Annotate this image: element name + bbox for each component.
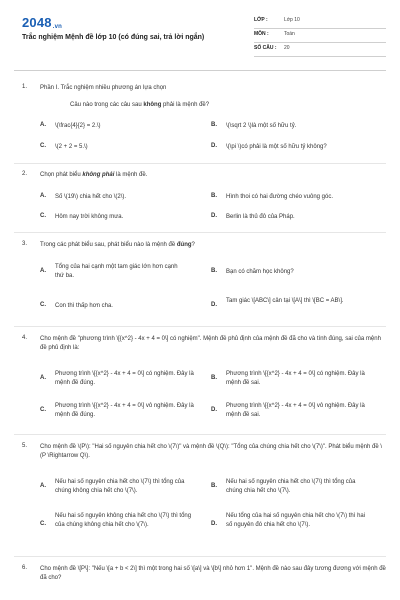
- header-divider: [14, 70, 386, 71]
- meta-row-subject: MÔN : Toán: [254, 30, 386, 43]
- question-divider: [14, 232, 386, 233]
- question-4-text: Cho mệnh đề "phương trình \[{x^2} - 4x + 4 = 0\] có nghiệm". Mệnh đề phủ định của mệnh đề đã cho và tính đúng, sai của mệnh đề phủ định là:: [40, 336, 381, 351]
- question-2-text: Chọn phát biểu không phải là mệnh đề.: [40, 172, 148, 178]
- question-6-text: Cho mệnh đề \[P\]: "Nếu \[a + b < 2\] thì một trong hai số \[a\] và \[b\] nhỏ hơn 1". Mệnh đề nào sau đây tương đương với mệnh đề đã cho?: [40, 566, 386, 581]
- meta-row-count: SỐ CÂU : 20: [254, 44, 386, 57]
- question-3-text: Trong các phát biểu sau, phát biểu nào là mệnh đề đúng?: [40, 242, 195, 248]
- meta-row-class: LỚP : Lớp 10: [254, 16, 386, 29]
- page-header: [0, 0, 400, 66]
- question-divider: [14, 556, 386, 557]
- site-logo[interactable]: 2048.vn: [22, 15, 63, 30]
- question-1-text: Phần I. Trắc nghiệm nhiều phương án lựa chọn: [40, 85, 167, 91]
- document-title: Trắc nghiệm Mệnh đề lớp 10 (có đúng sai, trả lời ngắn): [22, 34, 205, 41]
- question-divider: [14, 163, 386, 164]
- question-divider: [14, 326, 386, 327]
- question-divider: [14, 434, 386, 435]
- question-5-text: Cho mệnh đề \(P\): "Hai số nguyên chia hết cho \(7\)" và mệnh đề \(Q\): "Tổng của chúng chia hết cho \(7\)". Phát biểu mệnh đề \(P \Rightarrow Q\).: [40, 444, 383, 459]
- question-1-prompt: Câu nào trong các câu sau không phải là mệnh đề?: [70, 102, 210, 108]
- quiz-page: 2048.vn Trắc nghiệm Mệnh đề lớp 10 (có đúng sai, trả lời ngắn) LỚP : Lớp 10 MÔN : Toán SỐ CÂU : 20 1. Phần I. Trắc nghiệm nhiều phương án lựa chọn Câu nào trong các câu sau không phải là mệnh đề? A. \(\frac{4}{2} = 2.\) B. \(\sqrt 2 \)là một số hữu tỷ. C. \(2 + 2 = 5.\) D. \(\pi \)có phải là một số hữu tỷ không? 2. Chọn phát biểu không phải là mệnh đề. A. Số \(19\) chia hết cho \(2\). B. Hình thoi có hai đường chéo vuông góc. C. Hôm nay trời không mưa. D. Berlin là thủ đô của Pháp. 3. Trong các phát biểu sau, phát biểu nào là mệnh đề đúng? A. Tổng của hai cạnh một tam giác lớn hơn cạnh thứ ba. B. Bạn có chăm học không? C. Con thì thấp hơn cha. D. Tam giác \[ABC\] cân tại \[A\] thì \[BC = AB\]. 4. Cho mệnh đề "phương trình \[{x^2} - 4x + 4 = 0\] có nghiệm". Mệnh đề phủ định của mệnh đề đã cho và tính đúng, sai của mệnh đề phủ định là: A. Phương trình \[{x^2} - 4x + 4 = 0\] có nghiệm. Đây là mệnh đề đúng. B. Phương trình \[{x^2} - 4x + 4 = 0\] có nghiệm. Đây là mệnh đề sai. C. Phương trình \[{x^2} - 4x + 4 = 0\] vô nghiệm. Đây là mệnh đề đúng. D. Phương trình \[{x^2} - 4x + 4 = 0\] vô nghiệm. Đây là mệnh đề sai. 5. Cho mệnh đề \(P\): "Hai số nguyên chia hết cho \(7\)" và mệnh đề \(Q\): "Tổng của chúng chia hết cho \(7\)". Phát biểu mệnh đề \(P \Rightarrow Q\). A. Nếu hai số nguyên chia hết cho \(7\) thì tổng của chúng không chia hết cho \(7\). B. Nếu hai số nguyên chia hết cho \(7\) thì tổng của chúng chia hết cho \(7\). C. Nếu hai số nguyên không chia hết cho \(7\) thì tổng của chúng không chia hết cho \(7\). D. Nếu tổng của hai số nguyên chia hết cho \(7\) thì hai số nguyên đó chia hết cho \(7\). 6. Cho mệnh đề \[P\]: "Nếu \[a + b < 2\] thì một trong hai số \[a\] và \[b\] nhỏ hơn 1". Mệnh đề nào sau đây tương đương với mệnh đề đã cho?: [0, 0, 400, 600]
